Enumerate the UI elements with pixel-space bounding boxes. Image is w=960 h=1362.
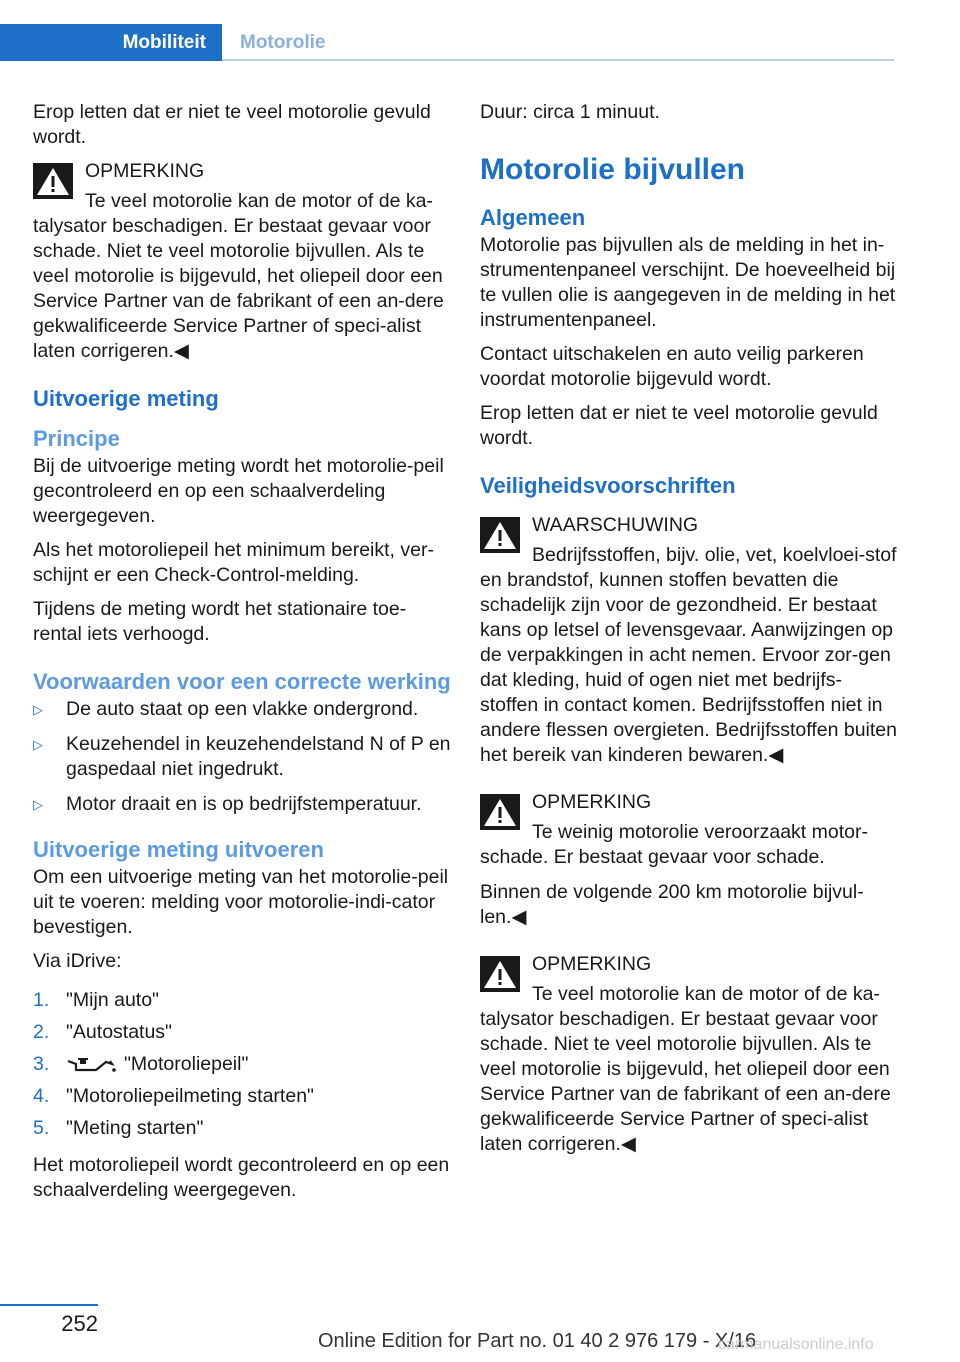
- bullet-triangle-icon: ▷: [33, 702, 43, 717]
- heading-principe: Principe: [33, 426, 120, 451]
- tab-motorolie: Motorolie: [240, 31, 326, 53]
- right-column: [480, 100, 898, 1167]
- algemeen-paragraph-3: Erop letten dat er niet te veel motorolie gevuld wordt.: [480, 402, 878, 449]
- principe-paragraph-3: Tijdens de meting wordt het stationaire toe-rental iets verhoogd.: [33, 598, 407, 645]
- list-item: 5. "Meting starten": [33, 1117, 204, 1139]
- list-item: 2. "Autostatus": [33, 1021, 172, 1043]
- list-item: ▷ Motor draait en is op bedrijfstemperatuur.: [33, 793, 422, 815]
- list-item: 4. "Motoroliepeilmeting starten": [33, 1085, 314, 1107]
- list-item: ▷ Keuzehendel in keuzehendelstand N of P en gaspedaal niet ingedrukt.: [33, 733, 451, 780]
- header-rule: [222, 59, 894, 61]
- note-waarschuwing: [480, 513, 898, 768]
- page-number: 252: [61, 1311, 98, 1336]
- uitvoeren-paragraph-2: Via iDrive:: [33, 950, 122, 972]
- note-followup: Binnen de volgende 200 km motorolie bijvul-len.◀: [480, 881, 864, 928]
- uitvoeren-paragraph-1: Om een uitvoerige meting van het motorolie-peil uit te voeren: melding voor motorolie-indi-cator bevestigen.: [33, 866, 449, 938]
- list-item: 1. "Mijn auto": [33, 989, 159, 1011]
- heading-algemeen: Algemeen: [480, 205, 586, 230]
- warning-triangle-icon: [480, 517, 520, 553]
- note-opmerking-2: [480, 790, 898, 870]
- note-opmerking-3: [480, 952, 898, 1157]
- watermark: carmanualsonline.info: [718, 1336, 874, 1353]
- note-heading: OPMERKING: [532, 953, 652, 975]
- heading-uitvoerige-meting: Uitvoerige meting: [33, 386, 219, 411]
- heading-motorolie-bijvullen: Motorolie bijvullen: [480, 153, 746, 186]
- tab-mobiliteit: Mobiliteit: [0, 24, 222, 61]
- note-heading: OPMERKING: [85, 160, 205, 182]
- intro-paragraph: Erop letten dat er niet te veel motorolie gevuld wordt.: [33, 101, 431, 148]
- note-text: Te weinig motorolie veroorzaakt motor-schade. Er bestaat gevaar voor schade.: [480, 821, 868, 868]
- principe-paragraph-2: Als het motoroliepeil het minimum bereikt, ver-schijnt er een Check-Control-melding.: [33, 539, 434, 586]
- warning-triangle-icon: [480, 956, 520, 992]
- edition-footer: Online Edition for Part no. 01 40 2 976 179 - X/16: [318, 1330, 757, 1352]
- conditions-list: [33, 697, 451, 817]
- warning-triangle-icon: [33, 163, 73, 199]
- list-item: 3. "Motoroliepeil": [33, 1053, 249, 1075]
- idrive-steps: [33, 988, 451, 1141]
- page-number-rule: [0, 1304, 98, 1306]
- bullet-triangle-icon: ▷: [33, 737, 43, 752]
- duur-paragraph: Duur: circa 1 minuut.: [480, 101, 660, 123]
- note-heading: OPMERKING: [532, 791, 652, 813]
- note-text: Te veel motorolie kan de motor of de ka-talysator beschadigen. Er bestaat gevaar voor schade. Niet te veel motorolie bijvullen. Als te veel motorolie is bijgevuld, het oliepeil door een Service Partner van de fabrikant of een an-dere gekwalificeerde Service Partner of speci-alist laten corrigeren.◀: [33, 190, 444, 362]
- note-heading: WAARSCHUWING: [532, 514, 699, 536]
- note-text: Bedrijfsstoffen, bijv. olie, vet, koelvloei-stof en brandstof, kunnen stoffen bevatten die schadelijk zijn voor de gezondheid. Er bestaat kans op letsel of levensgevaar. Aanwijzingen op de verpakkingen in acht nemen. Ervoor zor-gen dat kleding, huid of ogen niet met bedrijfs-stoffen in contact komen. Bedrijfsstoffen niet in andere flessen overgieten. Bedrijfsstoffen buiten het bereik van kinderen bewaren.◀: [480, 544, 897, 766]
- algemeen-paragraph-2: Contact uitschakelen en auto veilig parkeren voordat motorolie bijgevuld wordt.: [480, 343, 864, 390]
- oil-can-icon: [66, 1055, 116, 1075]
- header-tabs: [0, 24, 960, 61]
- bullet-triangle-icon: ▷: [33, 797, 43, 812]
- principe-paragraph-1: Bij de uitvoerige meting wordt het motorolie-peil gecontroleerd en op een schaalverdeling weergegeven.: [33, 455, 444, 527]
- left-column: [33, 100, 451, 1212]
- heading-voorwaarden: Voorwaarden voor een correcte werking: [33, 669, 451, 694]
- warning-triangle-icon: [480, 794, 520, 830]
- closing-paragraph: Het motoroliepeil wordt gecontroleerd en op een schaalverdeling weergegeven.: [33, 1154, 450, 1201]
- list-item: ▷ De auto staat op een vlakke ondergrond.: [33, 698, 419, 720]
- note-opmerking-1: [33, 159, 451, 364]
- algemeen-paragraph-1: Motorolie pas bijvullen als de melding in het in-strumentenpaneel verschijnt. De hoeveelheid bij te vullen olie is aangegeven in de melding in het instrumentenpaneel.: [480, 234, 896, 331]
- note-text: Te veel motorolie kan de motor of de ka-talysator beschadigen. Er bestaat gevaar voor schade. Niet te veel motorolie bijvullen. Als te veel motorolie is bijgevuld, het oliepeil door een Service Partner van de fabrikant of een an-dere gekwalificeerde Service Partner of speci-alist laten corrigeren.◀: [480, 983, 891, 1155]
- heading-uitvoeren: Uitvoerige meting uitvoeren: [33, 837, 324, 862]
- heading-veiligheidsvoorschriften: Veiligheidsvoorschriften: [480, 473, 736, 498]
